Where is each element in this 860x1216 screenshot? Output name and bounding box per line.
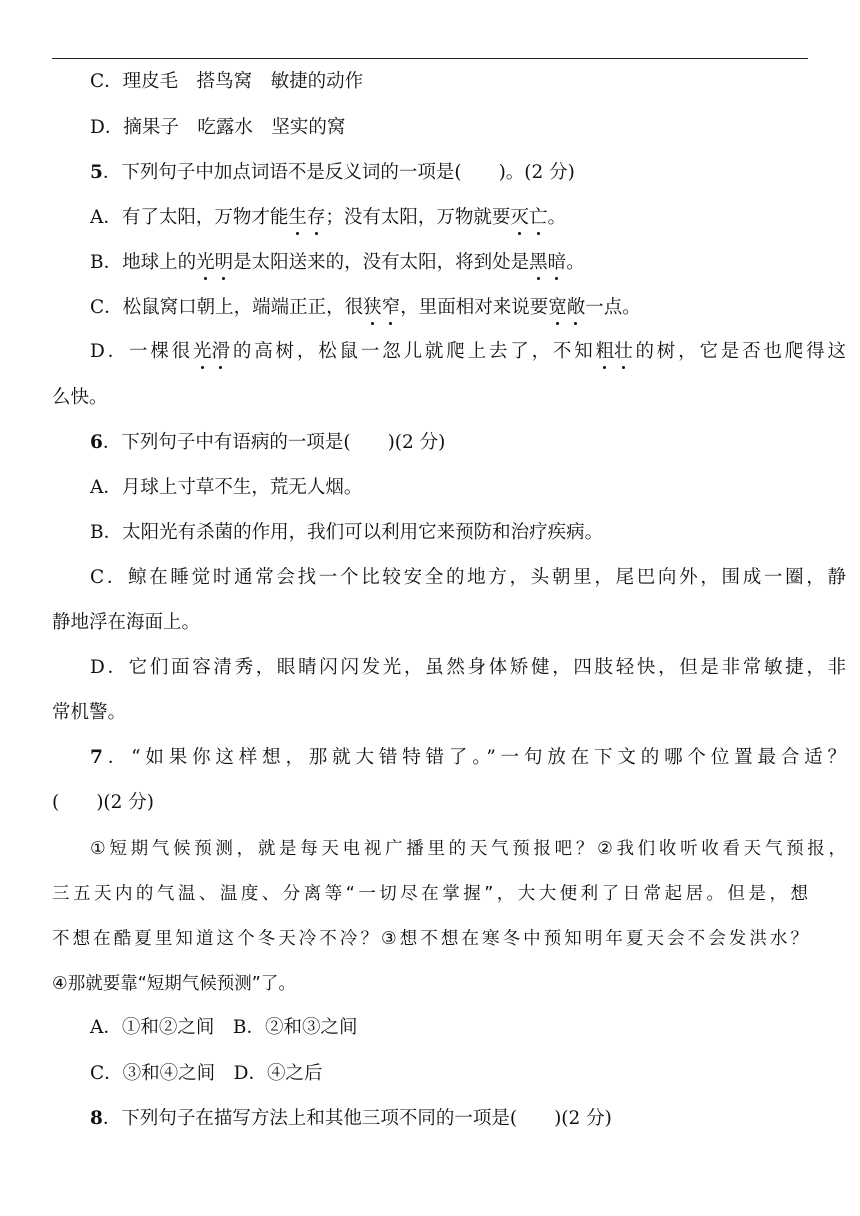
q4-option-d: D．摘果子 吃露水 坚实的窝 bbox=[90, 117, 346, 138]
dotted-char: 宽 bbox=[548, 297, 567, 318]
q7-passage-line-3: 不想在酷夏里知道这个冬天冷不冷？③想不想在寒冬中预知明年夏天会不会发洪水？ bbox=[52, 929, 808, 949]
q7-stem-cont: ( )(2 分) bbox=[52, 792, 155, 813]
dotted-char: 粗 bbox=[595, 341, 615, 362]
q6-option-a: A．月球上寸草不生，荒无人烟。 bbox=[90, 477, 363, 498]
dotted-char: 明 bbox=[214, 252, 234, 273]
dotted-char: 壮 bbox=[614, 341, 633, 362]
header-rule bbox=[52, 58, 808, 59]
dotted-char: 亡 bbox=[528, 207, 548, 228]
q5-option-c bbox=[52, 296, 846, 320]
q5-a-text: 。 bbox=[547, 207, 566, 228]
q5-b-text: 。 bbox=[566, 252, 585, 273]
q5-option-b bbox=[52, 251, 846, 275]
q6-option-c: C．鲸在睡觉时通常会找一个比较安全的地方，头朝里，尾巴向外，围成一圈，静 bbox=[90, 567, 846, 588]
q6-option-c-cont: 静地浮在海面上。 bbox=[52, 612, 201, 633]
q5-c-text: C．松鼠窝口朝上，端端正正，很 bbox=[90, 297, 364, 318]
q5-a-text: A．有了太阳，万物才能 bbox=[90, 207, 289, 228]
dotted-char: 敞 bbox=[566, 297, 586, 318]
q5-b-text: 是太阳送来的，没有太阳，将到处是 bbox=[233, 252, 530, 273]
q7-number: 7 bbox=[90, 747, 103, 768]
q7-stem-text: ．“如果你这样想，那就大错特错了。”一句放在下文的哪个位置最合适？ bbox=[102, 747, 846, 768]
q5-d-text: D．一棵很 bbox=[90, 341, 194, 362]
q7-stem bbox=[52, 746, 846, 770]
q5-c-text: 一点。 bbox=[585, 297, 641, 318]
q6-option-d: D．它们面容清秀，眼睛闪闪发光，虽然身体矫健，四肢轻快，但是非常敏捷，非 bbox=[90, 657, 846, 678]
q6-option-b: B．太阳光有杀菌的作用，我们可以利用它来预防和治疗疾病。 bbox=[90, 522, 604, 543]
q8-stem bbox=[52, 1107, 846, 1131]
q5-option-d-cont: 么快。 bbox=[52, 387, 108, 408]
q7-options-cd: C．③和④之间 D．④之后 bbox=[90, 1063, 323, 1084]
q6-stem bbox=[52, 431, 846, 455]
q5-option-d bbox=[52, 340, 846, 364]
q6-stem-text: ．下列句子中有语病的一项是( )(2 分) bbox=[102, 432, 446, 453]
q7-passage-line-1: ①短期气候预测，就是每天电视广播里的天气预报吧？②我们收听收看天气预报， bbox=[90, 839, 846, 859]
dotted-char: 存 bbox=[306, 207, 326, 228]
dotted-char: 滑 bbox=[211, 341, 231, 362]
dotted-char: 生 bbox=[288, 207, 307, 228]
q5-c-text: ，里面相对来说要 bbox=[400, 297, 549, 318]
dotted-char: 窄 bbox=[381, 297, 401, 318]
q5-stem-text: ．下列句子中加点词语不是反义词的一项是( )。(2 分) bbox=[102, 162, 575, 183]
dotted-char: 光 bbox=[193, 341, 212, 362]
dotted-char: 狭 bbox=[363, 297, 382, 318]
q4-option-c: C．理皮毛 搭鸟窝 敏捷的动作 bbox=[90, 71, 364, 92]
q5-b-text: B．地球上的 bbox=[90, 252, 197, 273]
q7-options-ab: A．①和②之间 B．②和③之间 bbox=[90, 1017, 358, 1038]
q5-a-text: ；没有太阳，万物就要 bbox=[325, 207, 511, 228]
dotted-char: 光 bbox=[196, 252, 215, 273]
q8-number: 8 bbox=[90, 1108, 103, 1129]
q8-stem-text: ．下列句子在描写方法上和其他三项不同的一项是( )(2 分) bbox=[102, 1108, 612, 1129]
q6-number: 6 bbox=[90, 432, 103, 453]
q5-d-text: 的树，它是否也爬得这 bbox=[632, 341, 846, 362]
q7-passage-line-4: ④那就要靠“短期气候预测”了。 bbox=[52, 974, 296, 994]
q5-option-a bbox=[52, 206, 846, 230]
q5-d-text: 的高树，松鼠一忽儿就爬上去了，不知 bbox=[230, 341, 596, 362]
q7-passage-line-2: 三五天内的气温、温度、分离等“一切尽在掌握”，大大便利了日常起居。但是，想 bbox=[52, 884, 808, 904]
dotted-char: 灭 bbox=[510, 207, 529, 228]
dotted-char: 黑 bbox=[529, 252, 548, 273]
q6-option-d-cont: 常机警。 bbox=[52, 702, 127, 723]
dotted-char: 暗 bbox=[547, 252, 567, 273]
q5-stem bbox=[52, 161, 846, 185]
q5-number: 5 bbox=[90, 162, 103, 183]
